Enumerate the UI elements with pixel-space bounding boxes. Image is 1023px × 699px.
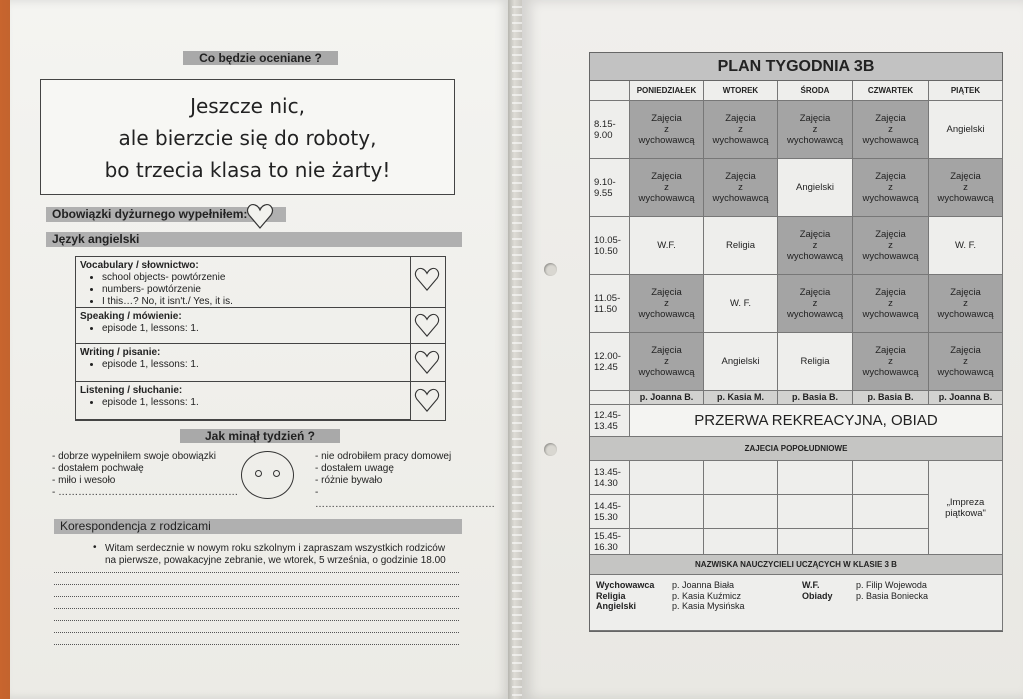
- time-cell: 12.45- 13.45: [590, 405, 630, 437]
- topic-item: • episode 1, lessons: 1.: [102, 397, 406, 409]
- afternoon-cell: [704, 529, 778, 555]
- topic-row: [76, 257, 410, 308]
- time-cell: [590, 391, 630, 405]
- corner-cell: [590, 81, 630, 101]
- duty-header: Obowiązki dyżurnego wypełniłem:: [46, 207, 286, 222]
- parents-header: Korespondencja z rodzicami: [54, 519, 462, 534]
- lesson-cell: W. F.: [704, 275, 778, 333]
- afternoon-cell: [853, 529, 929, 555]
- eye: [255, 470, 262, 477]
- motto-line: bo trzecia klasa to nie żarty!: [104, 158, 391, 182]
- afternoon-cell: [778, 461, 853, 495]
- topic-item: • I this…? No, it isn't./ Yes, it is.: [102, 296, 406, 308]
- legend-column: [672, 580, 745, 612]
- day-header: PIĄTEK: [929, 81, 1003, 101]
- write-line: [54, 632, 459, 633]
- time-cell: 13.45- 14.30: [590, 461, 630, 495]
- heart-icon: [414, 387, 440, 413]
- write-line: [54, 608, 459, 609]
- topic-item: • school objects- powtórzenie: [102, 272, 406, 284]
- lunch-cell: PRZERWA REKREACYJNA, OBIAD: [630, 405, 1003, 437]
- topic-title: Speaking / mówienie:: [80, 311, 182, 322]
- bullet-icon: •: [93, 542, 97, 553]
- week-left-list: [52, 451, 242, 499]
- heart-icon: [414, 266, 440, 292]
- lesson-cell: Zajęcia z wychowawcą: [929, 275, 1003, 333]
- afternoon-cell: [630, 461, 704, 495]
- write-line: [54, 584, 459, 585]
- write-line: [54, 644, 459, 645]
- topic-row: [76, 344, 410, 382]
- heart-icon: [246, 202, 274, 230]
- punch-hole: [544, 263, 557, 276]
- lesson-cell: Angielski: [704, 333, 778, 391]
- teacher-cell: p. Basia B.: [778, 391, 853, 405]
- legend-line: W.F.: [802, 580, 820, 590]
- legend-line: Angielski: [596, 601, 637, 611]
- teacher-cell: p. Joanna B.: [630, 391, 704, 405]
- week-header: Jak minął tydzień ?: [180, 429, 340, 443]
- week-option: - nie odrobiłem pracy domowej: [315, 451, 452, 462]
- teacher-cell: p. Kasia M.: [704, 391, 778, 405]
- weekly-schedule: [589, 52, 1003, 632]
- teachers-header: NAZWISKA NAUCZYCIELI UCZĄCYCH W KLASIE 3 B: [590, 555, 1003, 575]
- afternoon-cell: [778, 529, 853, 555]
- afternoon-cell: [853, 495, 929, 529]
- day-header: ŚRODA: [778, 81, 853, 101]
- lesson-cell: Zajęcia z wychowawcą: [630, 275, 704, 333]
- day-header: PONIEDZIAŁEK: [630, 81, 704, 101]
- lesson-cell: Zajęcia z wychowawcą: [630, 101, 704, 159]
- lesson-cell: Religia: [778, 333, 853, 391]
- legend-line: Wychowawca: [596, 580, 655, 590]
- lesson-cell: Zajęcia z wychowawcą: [630, 159, 704, 217]
- afternoon-cell: [704, 495, 778, 529]
- week-option: - ………………………………………………: [52, 487, 239, 498]
- topic-title: Vocabulary / słownictwo:: [80, 260, 199, 271]
- legend-column: [596, 580, 654, 612]
- parents-note-text: Witam serdecznie w nowym roku szkolnym i zapraszam wszystkich rodziców na pierwsze, powakacyjne zebranie, we wtorek, 5 września, o godzinie 18.00: [105, 543, 446, 566]
- schedule-title: PLAN TYGODNIA 3B: [590, 53, 1002, 81]
- time-cell: 8.15- 9.00: [590, 101, 630, 159]
- lesson-cell: Zajęcia z wychowawcą: [778, 101, 853, 159]
- legend-line: p. Filip Wojewoda: [856, 580, 927, 590]
- week-option: - różnie bywało: [315, 475, 383, 486]
- lesson-cell: Zajęcia z wychowawcą: [929, 159, 1003, 217]
- topic-title: Writing / pisanie:: [80, 347, 161, 358]
- legend-line: p. Kasia Kuźmicz: [672, 590, 742, 601]
- teacher-legend: [590, 575, 1003, 631]
- topic-title: Listening / słuchanie:: [80, 385, 183, 396]
- afternoon-header: ZAJECIA POPOŁUDNIOWE: [590, 437, 1003, 461]
- teacher-cell: p. Basia B.: [853, 391, 929, 405]
- teacher-cell: p. Joanna B.: [929, 391, 1003, 405]
- legend-line: p. Basia Boniecka: [856, 590, 929, 601]
- afternoon-cell: [778, 495, 853, 529]
- time-cell: 9.10- 9.55: [590, 159, 630, 217]
- parents-note: [93, 542, 450, 567]
- time-cell: 12.00- 12.45: [590, 333, 630, 391]
- lesson-cell: W. F.: [929, 217, 1003, 275]
- topic-item: • numbers- powtórzenie: [102, 284, 406, 296]
- week-option: - ………………………………………………: [315, 487, 495, 510]
- lesson-cell: Zajęcia z wychowawcą: [778, 217, 853, 275]
- face-icon: [241, 451, 294, 499]
- week-right-list: [315, 451, 495, 511]
- lesson-cell: Zajęcia z wychowawcą: [853, 333, 929, 391]
- write-line: [54, 620, 459, 621]
- lesson-cell: Zajęcia z wychowawcą: [853, 217, 929, 275]
- punch-hole: [544, 443, 557, 456]
- lesson-cell: Zajęcia z wychowawcą: [630, 333, 704, 391]
- lesson-cell: W.F.: [630, 217, 704, 275]
- lesson-cell: Zajęcia z wychowawcą: [778, 275, 853, 333]
- day-header: CZWARTEK: [853, 81, 929, 101]
- write-line: [54, 596, 459, 597]
- legend-column: [856, 580, 928, 601]
- topic-row: [76, 382, 410, 420]
- sleeve-edge: [512, 0, 522, 699]
- topic-item: • episode 1, lessons: 1.: [102, 323, 406, 335]
- legend-line: Obiady: [802, 590, 833, 601]
- time-cell: 10.05- 10.50: [590, 217, 630, 275]
- lesson-cell: Religia: [704, 217, 778, 275]
- motto-box: [40, 79, 455, 195]
- lesson-cell: Zajęcia z wychowawcą: [929, 333, 1003, 391]
- time-cell: 11.05- 11.50: [590, 275, 630, 333]
- legend-line: p. Joanna Biała: [672, 580, 735, 590]
- week-option: - dobrze wypełniłem swoje obowiązki: [52, 451, 216, 462]
- lesson-cell: Angielski: [778, 159, 853, 217]
- legend-line: p. Kasia Mysińska: [672, 601, 745, 611]
- english-topics-table: [75, 256, 446, 421]
- topic-item: • episode 1, lessons: 1.: [102, 359, 406, 371]
- heart-icon: [414, 349, 440, 375]
- motto-line: Jeszcze nic,: [190, 94, 305, 118]
- legend-column: [802, 580, 833, 601]
- eye: [273, 470, 280, 477]
- lesson-cell: Zajęcia z wychowawcą: [704, 101, 778, 159]
- lesson-cell: Zajęcia z wychowawcą: [853, 159, 929, 217]
- afternoon-note: „Impreza piątkowa": [929, 461, 1003, 555]
- english-header: Język angielski: [46, 232, 462, 247]
- legend-line: Religia: [596, 590, 626, 601]
- motto-line: ale bierzcie się do roboty,: [118, 126, 377, 150]
- week-option: - dostałem uwagę: [315, 463, 394, 474]
- lesson-cell: Angielski: [929, 101, 1003, 159]
- week-option: - dostałem pochwałę: [52, 463, 144, 474]
- afternoon-cell: [704, 461, 778, 495]
- lesson-cell: Zajęcia z wychowawcą: [853, 275, 929, 333]
- time-cell: 15.45- 16.30: [590, 529, 630, 555]
- afternoon-cell: [853, 461, 929, 495]
- heart-icon: [414, 312, 440, 338]
- time-cell: 14.45- 15.30: [590, 495, 630, 529]
- evaluation-header: Co będzie oceniane ?: [183, 51, 338, 65]
- lesson-cell: Zajęcia z wychowawcą: [704, 159, 778, 217]
- day-header: WTOREK: [704, 81, 778, 101]
- write-line: [54, 572, 459, 573]
- week-option: - miło i wesoło: [52, 475, 116, 486]
- afternoon-cell: [630, 529, 704, 555]
- lesson-cell: Zajęcia z wychowawcą: [853, 101, 929, 159]
- afternoon-cell: [630, 495, 704, 529]
- topic-row: [76, 308, 410, 344]
